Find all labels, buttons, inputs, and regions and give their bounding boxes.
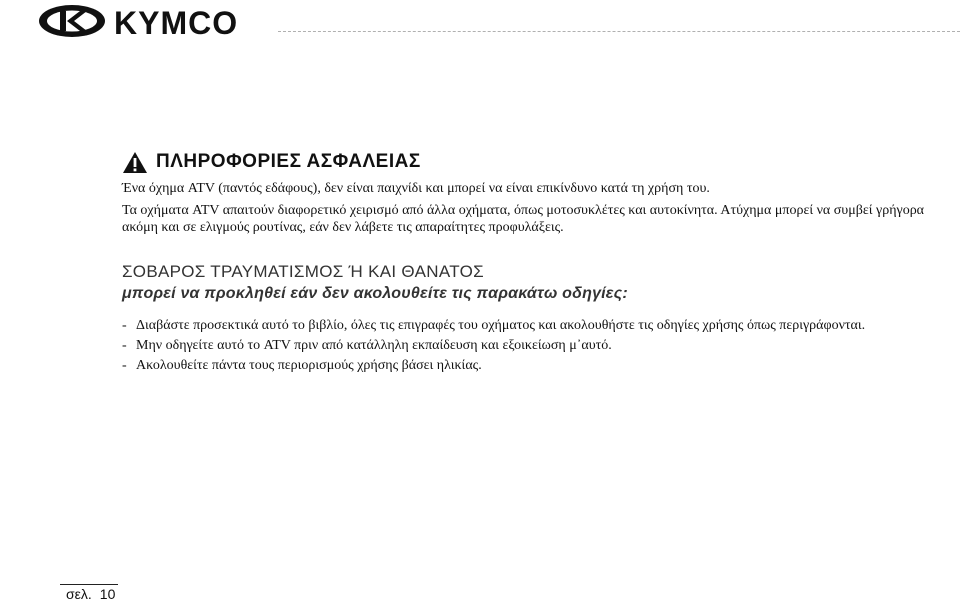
intro-line-1: Ένα όχημα ATV (παντός εδάφους), δεν είναι παιχνίδι και μπορεί να είναι επικίνδυνο κατά τη χρήση του. [122, 181, 710, 196]
safety-heading: ΠΛΗΡΟΦΟΡΙΕΣ ΑΣΦΑΛΕΙΑΣ [156, 151, 421, 172]
page-number-value: 10 [99, 586, 116, 602]
list-item-text: Διαβάστε προσεκτικά αυτό το βιβλίο, όλες τις επιγραφές του οχήματος και ακολουθήστε τις οδηγίες χρήσης όπως περιγράφονται. [136, 318, 866, 333]
list-item [122, 356, 952, 376]
brand-wordmark: KYMCO [114, 5, 239, 41]
kymco-logo [36, 2, 276, 42]
hazard-subheading: μπορεί να προκληθεί εάν δεν ακολουθείτε τις παρακάτω οδηγίες: [122, 285, 628, 302]
kymco-emblem-icon [39, 5, 105, 37]
header-dashed-rule [278, 31, 960, 32]
list-item-text: Μην οδηγείτε αυτό το ATV πριν από κατάλληλη εκπαίδευση και εξοικείωση μ᾽αυτό. [136, 338, 612, 353]
safety-title [122, 150, 421, 174]
warning-triangle-icon [122, 151, 148, 174]
intro-line-2: Τα οχήματα ATV απαιτούν διαφορετικό χειρισμό από άλλα οχήματα, όπως μοτοσυκλέτες και αυτοκίνητα. Ατύχημα μπορεί να συμβεί γρήγορα ακόμη και σε ελιγμούς ρουτίνας, εάν δεν λάβετε τις απαραίτητες προφυλάξεις. [122, 203, 925, 235]
footer-rule [60, 584, 118, 585]
list-item [122, 316, 952, 336]
list-item-text: Ακολουθείτε πάντα τους περιορισμούς χρήσης βάσει ηλικίας. [136, 358, 482, 373]
page-header [36, 2, 956, 42]
list-bullet: - [122, 318, 127, 333]
intro-text [122, 180, 952, 236]
safety-rules-list [122, 316, 952, 376]
list-bullet: - [122, 338, 127, 353]
page-label: σελ. [66, 586, 92, 602]
list-item [122, 336, 952, 356]
hazard-heading: ΣΟΒΑΡΟΣ ΤΡΑΥΜΑΤΙΣΜΟΣ Ή ΚΑΙ ΘΑΝΑΤΟΣ [122, 262, 484, 281]
list-bullet: - [122, 358, 127, 373]
